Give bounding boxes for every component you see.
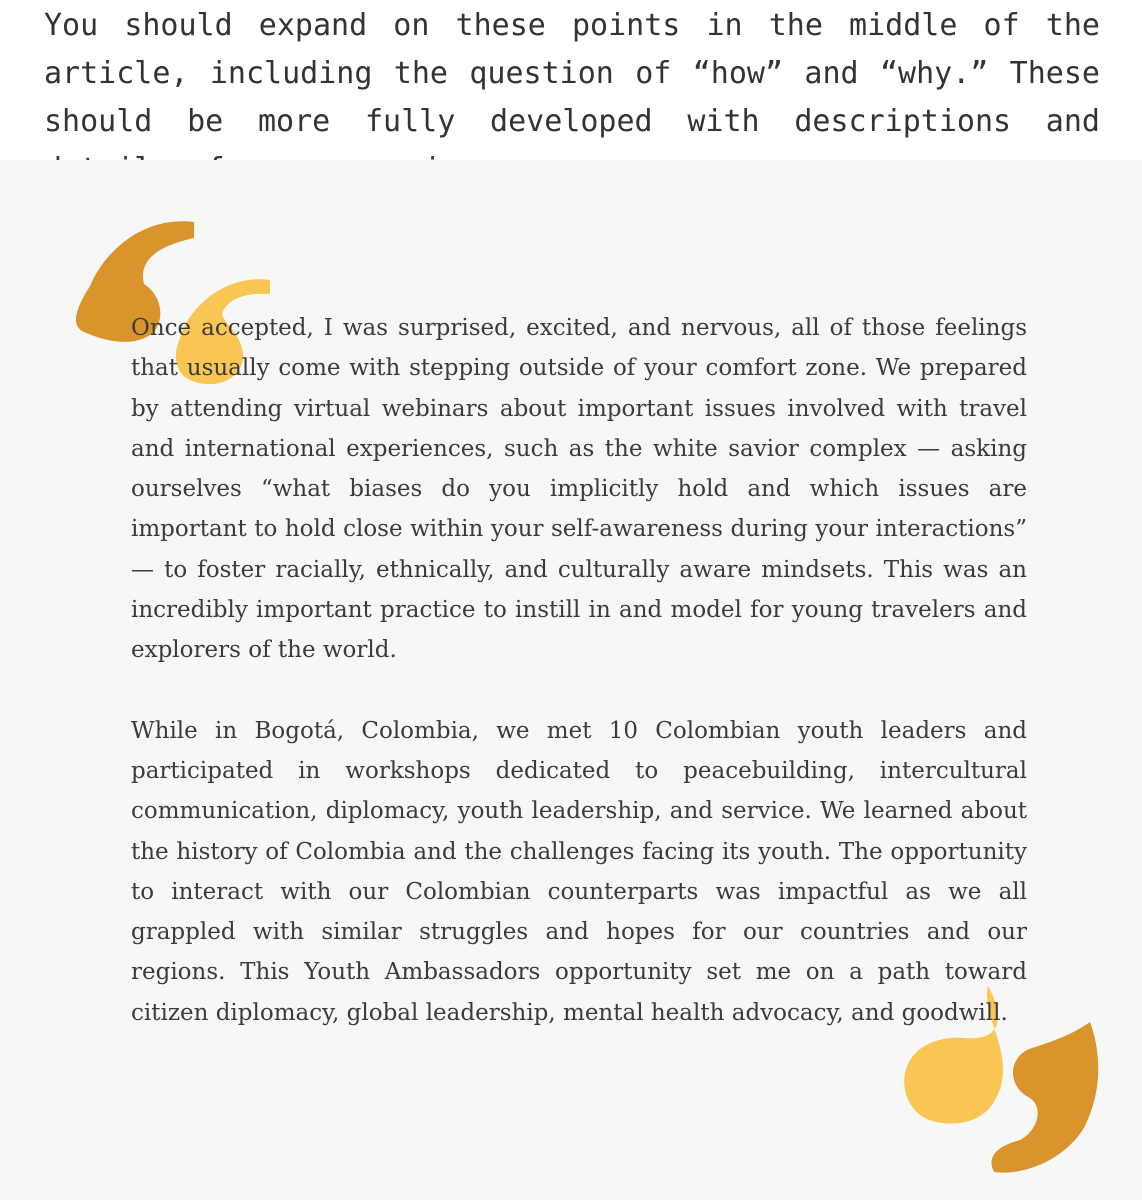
intro-paragraph: You should expand on these points in the middle of the article, including the question of “how” and “why.” These should be more fully developed with descriptions and xyxy=(44,8,1100,139)
quote-paragraph-1: Once accepted, I was surprised, excited, and nervous, all of those feelings that usually come with stepping outside of your comfort zone. We prepared by attending virtual webinars about important issues involved with travel and international experiences, such as the white savior complex — asking ourselves “what biases do you implicitly hold and which issues are important to hold close within your self-awareness during your interactions” — to foster racially, ethnically, and culturally aware mindsets. This was an incredibly important practice to instill in and model for young travelers and explorers of the world. xyxy=(131,315,1027,664)
quote-paragraph-2: While in Bogotá, Colombia, we met 10 Colombian youth leaders and participated in workshops dedicated to peacebuilding, intercultural communication, diplomacy, youth leadership, and service. We learned about the history of Colombia and the challenges facing its youth. The opportunity to interact with our Colombian counterparts was impactful as we all grappled with similar struggles and hopes for our countries and our regions. This Youth Ambassadors opportunity set me on a path toward citizen diplomacy, global leadership, mental health advocacy, and goodwill. xyxy=(131,717,1027,1026)
quote-body xyxy=(131,308,1027,1073)
